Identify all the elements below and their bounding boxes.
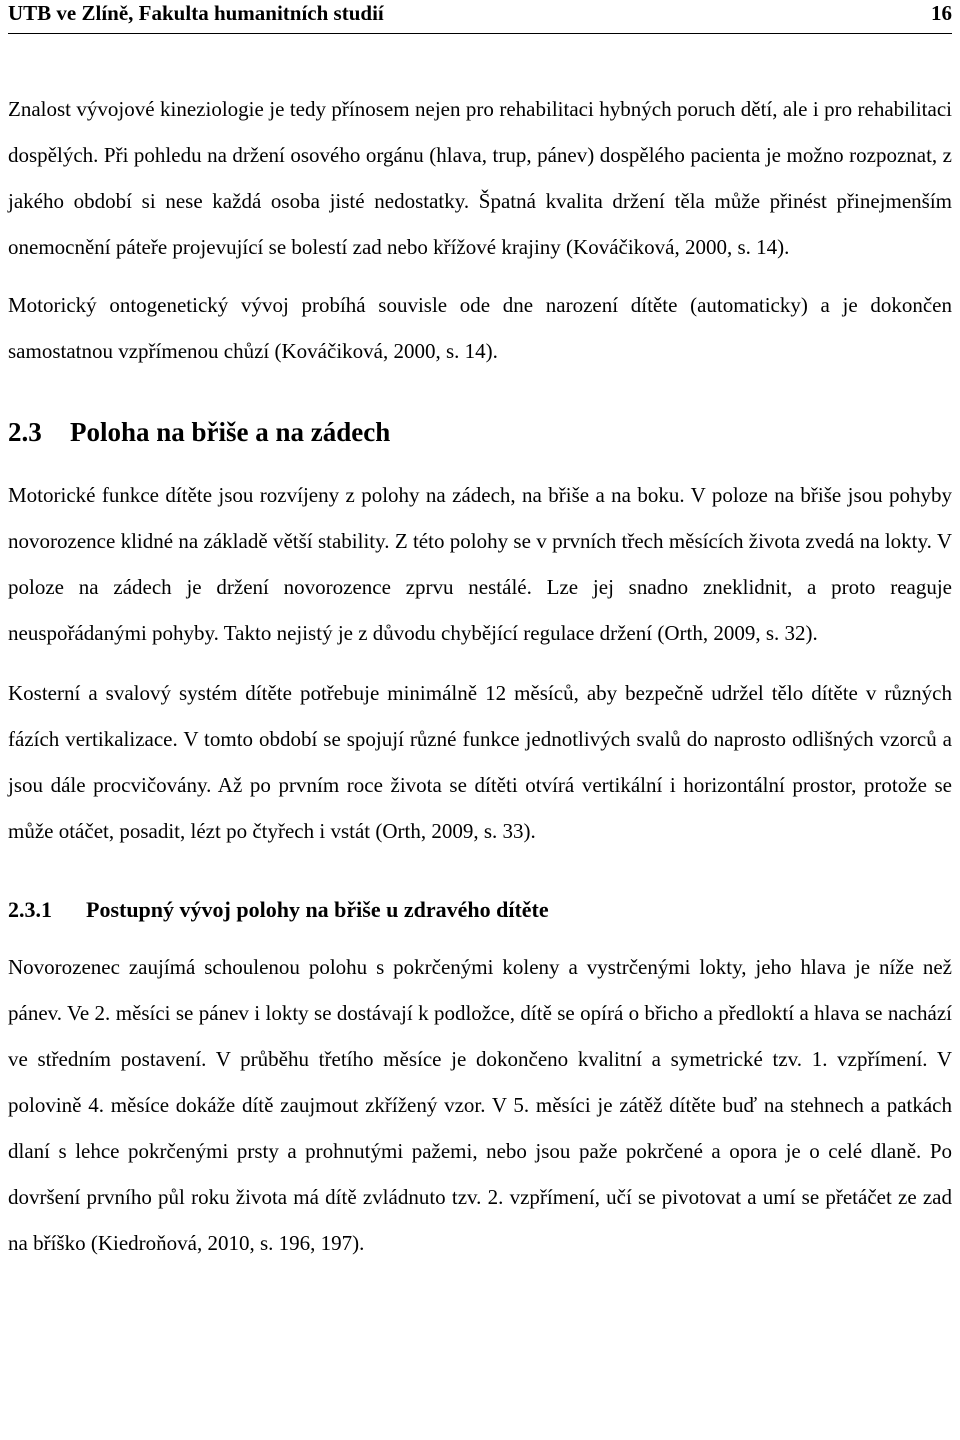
section-number: 2.3 xyxy=(8,417,42,447)
paragraph-skeletal-system: Kosterní a svalový systém dítěte potřebuje minimálně 12 měsíců, aby bezpečně udržel tělo dítěte v různých fázích vertikalizace. V tomto období se spojují různé funkce jednotlivých svalů do naprosto odlišných vzorců a jsou dále procvičovány. Až po prvním roce života se dítěti otvírá vertikální i horizontální prostor, protože se může otáčet, posadit, lézt po čtyřech i vstát (Orth, 2009, s. 33). xyxy=(8,681,952,843)
header-title: UTB ve Zlíně, Fakulta humanitních studií xyxy=(8,1,384,25)
page-number: 16 xyxy=(931,1,952,25)
header-rule xyxy=(8,33,952,34)
subsection-title: Postupný vývoj polohy na břiše u zdravého dítěte xyxy=(86,897,549,922)
page-header xyxy=(8,0,952,34)
paragraph-motor-functions: Motorické funkce dítěte jsou rozvíjeny z polohy na zádech, na břiše a na boku. V poloze na břiše jsou pohyby novorozence klidné na základě větší stability. Z této polohy se v prvních třech měsících života zvedá na lokty. V poloze na zádech je držení novorozence zprvu nestálé. Lze jej snadno zneklidnit, a proto reaguje neuspořádanými pohyby. Takto nejistý je z důvodu chybějící regulace držení (Orth, 2009, s. 32). xyxy=(8,483,952,645)
document-page xyxy=(8,0,952,1266)
section-title: Poloha na břiše a na zádech xyxy=(70,417,391,447)
section-heading xyxy=(8,404,952,460)
subsection-heading xyxy=(8,884,952,936)
paragraph-kinesiology: Znalost vývojové kineziologie je tedy přínosem nejen pro rehabilitaci hybných poruch dětí, ale i pro rehabilitaci dospělých. Při pohledu na držení osového orgánu (hlava, trup, pánev) dospělého pacienta je možno rozpoznat, z jakého období si nese každá osoba jisté nedostatky. Špatná kvalita držení těla může přinést přinejmenším onemocnění páteře projevující se bolestí zad nebo křížové krajiny (Kováčiková, 2000, s. 14). xyxy=(8,97,952,259)
subsection-number: 2.3.1 xyxy=(8,897,52,922)
paragraph-ontogenetic-development: Motorický ontogenetický vývoj probíhá souvisle ode dne narození dítěte (automaticky) a je dokončen samostatnou vzpřímenou chůzí (Kováčiková, 2000, s. 14). xyxy=(8,293,952,363)
paragraph-newborn-prone: Novorozenec zaujímá schoulenou polohu s pokrčenými koleny a vystrčenými lokty, jeho hlava je níže než pánev. Ve 2. měsíci se pánev i lokty se dostávají k podložce, dítě se opírá o břicho a předloktí a hlava se nachází ve středním postavení. V průběhu třetího měsíce je dokončeno kvalitní a symetrické tzv. 1. vzpřímení. V polovině 4. měsíce dokáže dítě zaujmout zkřížený vzor. V 5. měsíci je zátěž dítěte buď na stehnech a patkách dlaní s lehce pokrčenými prsty a prohnutými pažemi, nebo jsou paže pokrčené a opora je o celé dlaně. Po dovršení prvního půl roku života má dítě zvládnuto tzv. 2. vzpřímení, učí se pivotovat a umí se přetáčet ze zad na bříško (Kiedroňová, 2010, s. 196, 197). xyxy=(8,955,952,1255)
